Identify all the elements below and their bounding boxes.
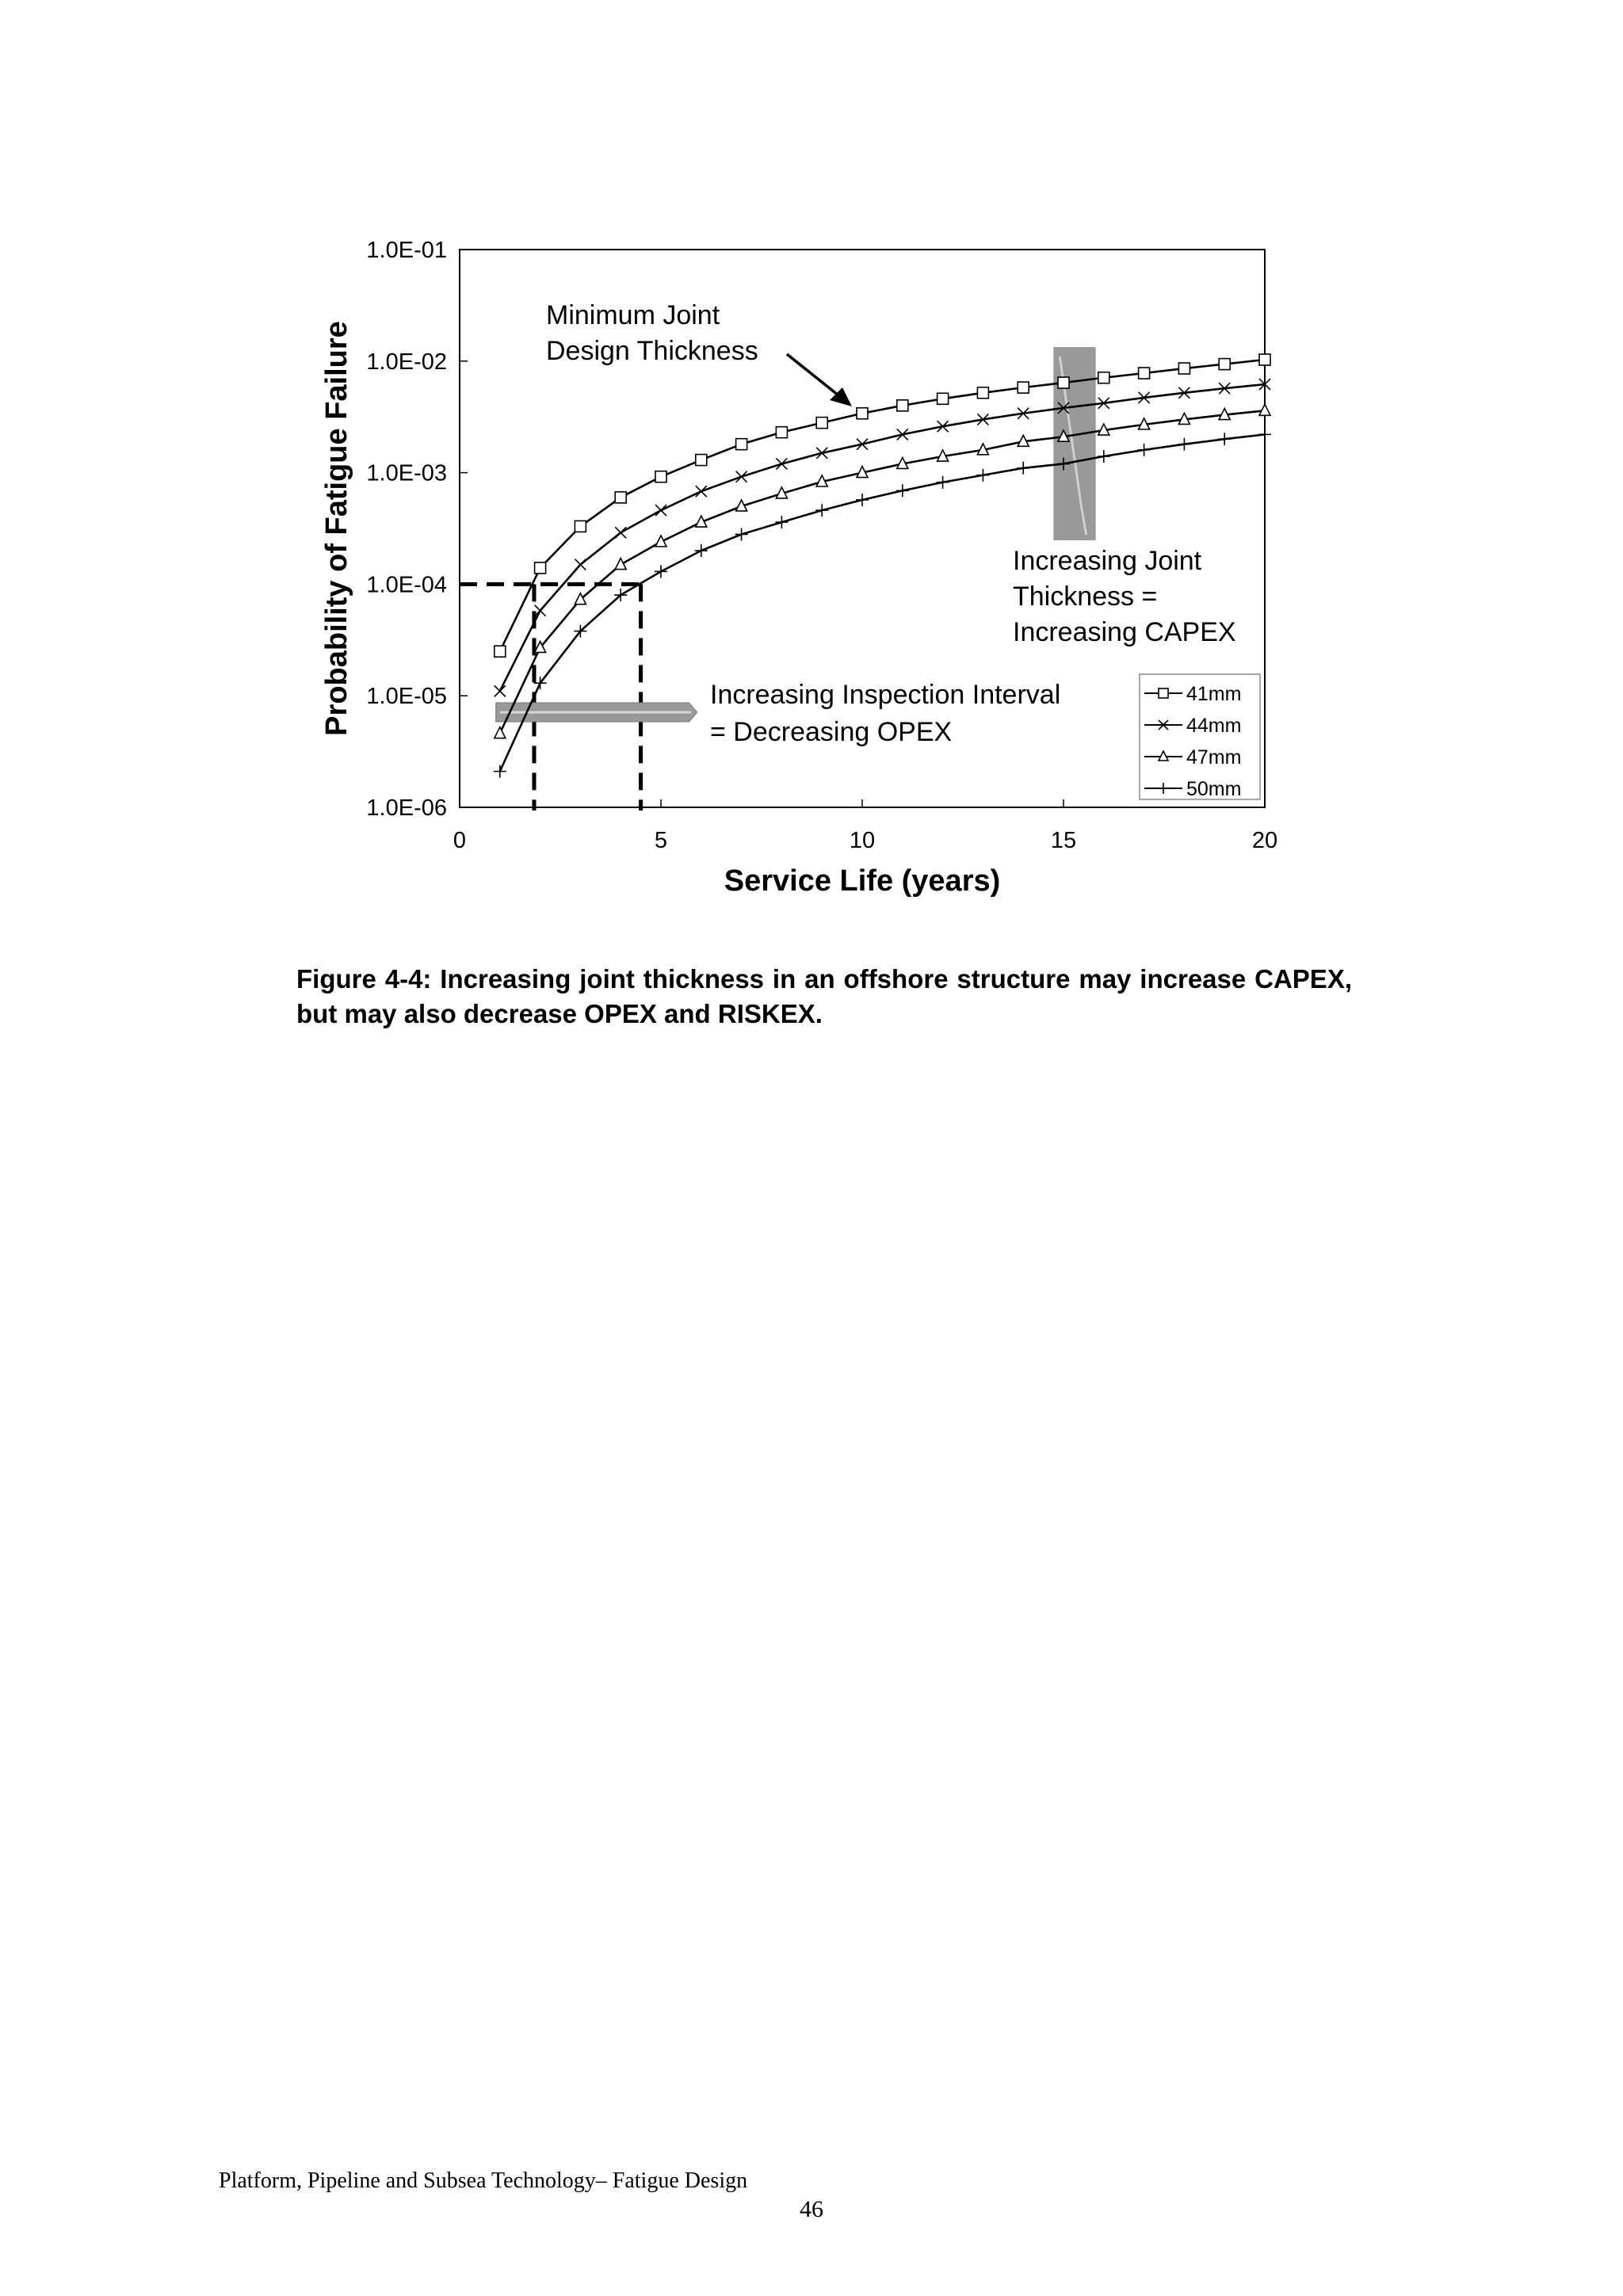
legend-label: 50mm xyxy=(1186,778,1242,800)
data-point xyxy=(857,408,868,419)
data-point xyxy=(1018,382,1029,393)
min-thickness-label: Minimum Joint xyxy=(546,300,720,330)
data-point xyxy=(1218,433,1231,445)
x-tick-label: 0 xyxy=(453,828,467,853)
legend-label: 47mm xyxy=(1186,746,1242,769)
data-point xyxy=(1058,377,1069,388)
data-point xyxy=(495,685,506,696)
data-point xyxy=(1259,404,1270,415)
data-point xyxy=(1139,368,1150,379)
data-point xyxy=(775,516,788,528)
legend xyxy=(1140,674,1260,800)
data-point xyxy=(1258,428,1271,441)
figure-caption: Figure 4-4: Increasing joint thickness in an offshore structure may increase CAPEX, but may also decrease OPEX and RISKEX. xyxy=(296,964,1352,1028)
data-point xyxy=(1017,462,1029,475)
data-point xyxy=(816,418,827,429)
data-point xyxy=(655,565,667,578)
data-point xyxy=(897,400,908,411)
data-point xyxy=(856,494,869,506)
data-point xyxy=(776,427,787,438)
capex-label: Increasing Joint xyxy=(1013,546,1202,576)
reference-lines xyxy=(460,584,641,810)
capex-label: Increasing CAPEX xyxy=(1013,617,1236,647)
data-point xyxy=(696,486,707,497)
data-point xyxy=(535,605,546,616)
data-point xyxy=(977,387,988,399)
data-point xyxy=(1178,438,1190,451)
series-44mm xyxy=(495,379,1270,696)
capex-arrow xyxy=(1053,347,1095,540)
y-tick-label: 1.0E-03 xyxy=(366,460,447,486)
annotation-text xyxy=(546,300,1236,747)
x-tick-label: 10 xyxy=(849,828,876,853)
y-tick-label: 1.0E-05 xyxy=(366,684,447,710)
data-point xyxy=(735,528,748,540)
data-point xyxy=(938,393,949,404)
data-point xyxy=(535,563,546,574)
y-tick-label: 1.0E-06 xyxy=(366,795,447,821)
data-point xyxy=(1098,372,1109,383)
page-number: 46 xyxy=(800,2196,823,2222)
data-point xyxy=(495,727,506,738)
data-point xyxy=(655,505,666,516)
capex-label: Thickness = xyxy=(1013,582,1158,612)
legend-marker xyxy=(1159,688,1168,698)
data-point xyxy=(736,439,747,450)
data-point xyxy=(937,476,949,489)
footer-title: Platform, Pipeline and Subsea Technology– Fatigue Design xyxy=(219,2168,748,2193)
data-point xyxy=(736,471,747,482)
y-axis-title: Probability of Fatigue Failure xyxy=(320,321,353,736)
annotation-arrows xyxy=(496,347,1096,722)
data-point xyxy=(1259,354,1270,365)
data-point xyxy=(575,559,586,570)
data-point xyxy=(1138,444,1151,456)
y-tick-label: 1.0E-01 xyxy=(366,238,447,263)
data-point xyxy=(615,559,626,570)
x-tick-label: 15 xyxy=(1050,828,1077,853)
fatigue-probability-chart xyxy=(0,0,1623,951)
min-thickness-label: Design Thickness xyxy=(546,336,758,366)
opex-label: = Decreasing OPEX xyxy=(710,717,953,747)
callout-arrow-line xyxy=(787,354,838,395)
data-point xyxy=(976,469,989,482)
data-point xyxy=(896,484,909,497)
data-point xyxy=(696,455,707,466)
data-point xyxy=(1178,363,1190,374)
x-tick-label: 20 xyxy=(1251,828,1278,853)
data-point xyxy=(695,544,708,557)
data-point xyxy=(1098,450,1110,463)
data-point xyxy=(495,646,506,657)
legend-label: 41mm xyxy=(1186,683,1242,705)
data-point xyxy=(615,527,626,538)
data-point xyxy=(1219,359,1230,370)
data-point xyxy=(815,504,828,517)
opex-label: Increasing Inspection Interval xyxy=(710,680,1061,710)
y-tick-label: 1.0E-04 xyxy=(366,572,447,598)
data-point xyxy=(494,765,506,778)
data-point xyxy=(615,492,626,503)
x-tick-label: 5 xyxy=(654,828,668,853)
data-point xyxy=(655,471,666,482)
x-axis-title: Service Life (years) xyxy=(724,864,1001,898)
y-tick-label: 1.0E-02 xyxy=(366,349,447,375)
legend-label: 44mm xyxy=(1186,715,1242,737)
data-point xyxy=(575,521,586,532)
